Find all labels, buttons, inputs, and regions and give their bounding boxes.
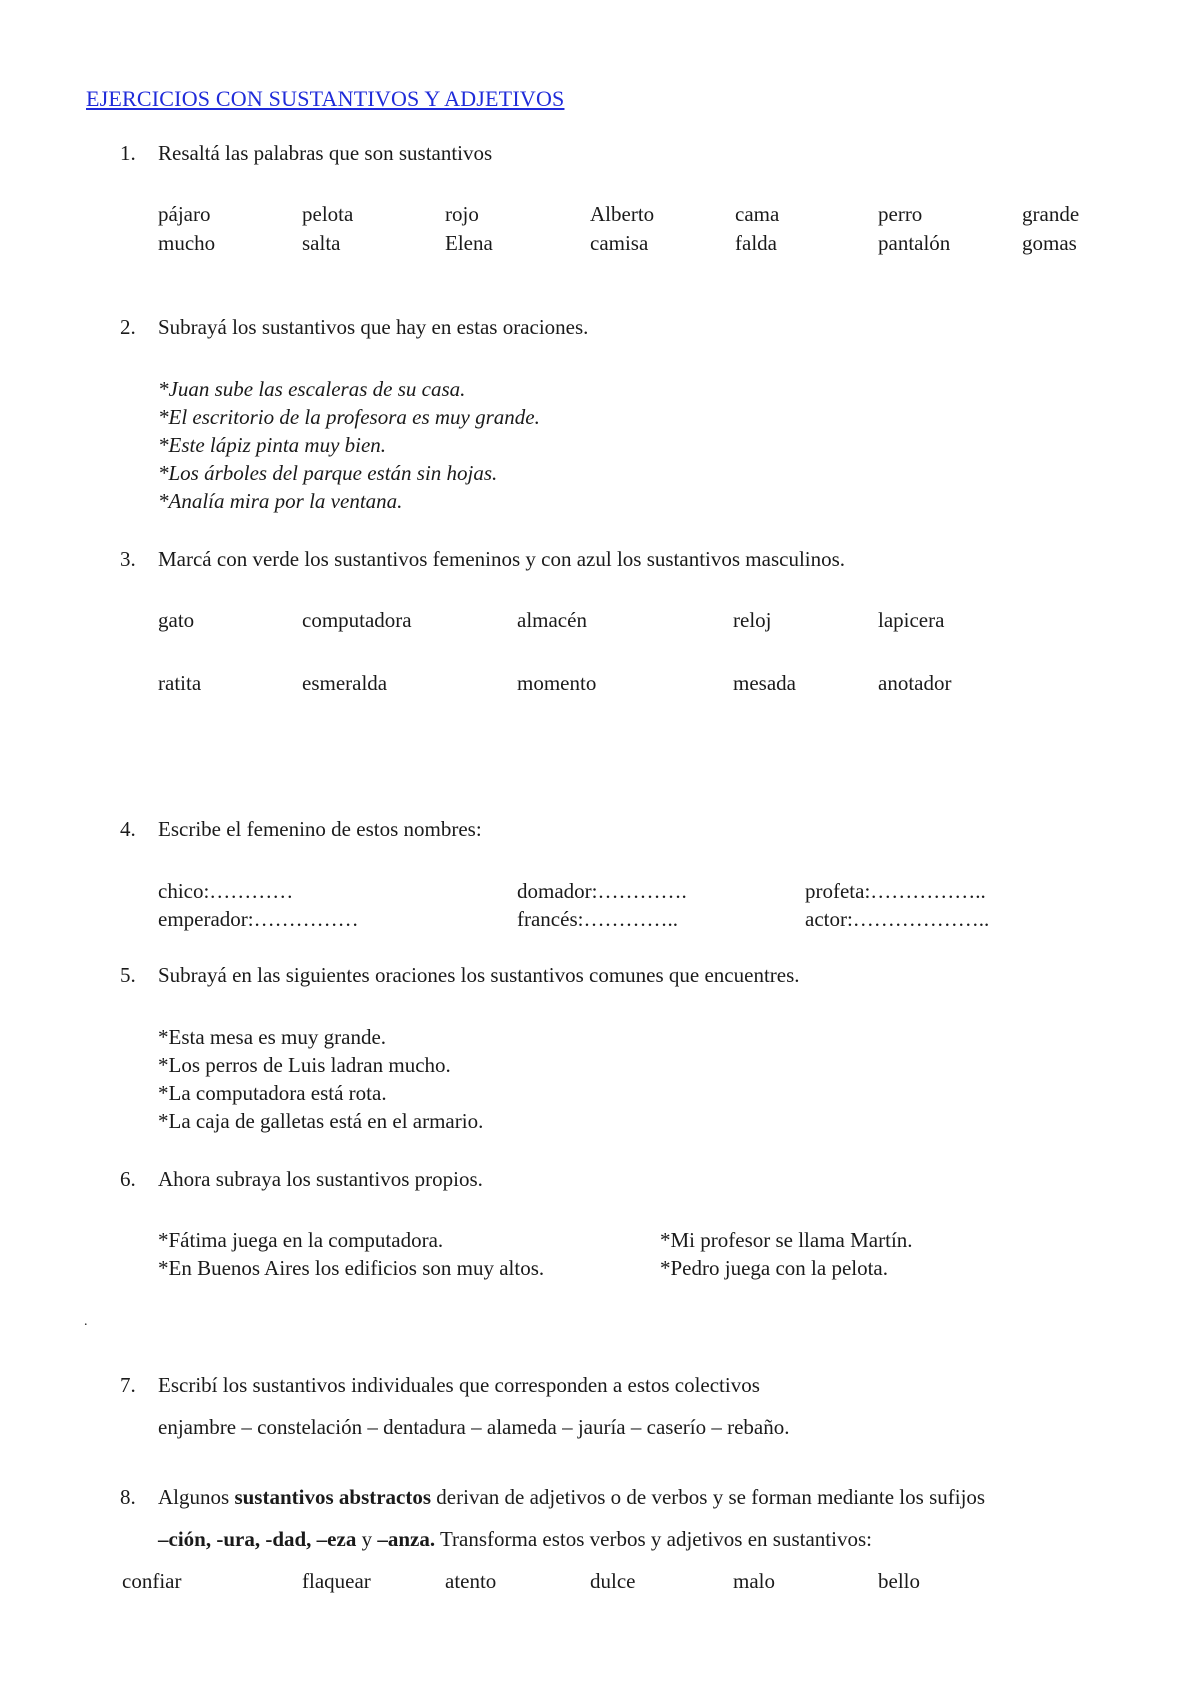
ex2-sentence: *Juan sube las escaleras de su casa.	[158, 377, 466, 401]
ex1-word: rojo	[445, 202, 479, 226]
ex2-sentence: *El escritorio de la profesora es muy grande.	[158, 405, 540, 429]
ex1-word: gomas	[1022, 231, 1077, 255]
ex6-sentence: *Pedro juega con la pelota.	[660, 1256, 889, 1280]
ex3-word: ratita	[158, 671, 202, 695]
ex8-word: confiar	[122, 1569, 182, 1593]
ex2-sentence: *Los árboles del parque están sin hojas.	[158, 461, 498, 485]
exercise-1-instruction: Resaltá las palabras que son sustantivos	[158, 141, 493, 165]
ex4-blank: emperador:……………	[158, 907, 359, 931]
exercise-4-instruction: Escribe el femenino de estos nombres:	[158, 817, 482, 841]
exercise-5-number: 5.	[120, 963, 136, 987]
ex1-word: Elena	[445, 231, 493, 255]
ex1-word: camisa	[590, 231, 649, 255]
ex1-word: falda	[735, 231, 777, 255]
ex2-sentence: *Analía mira por la ventana.	[158, 489, 403, 513]
ex1-word: salta	[302, 231, 341, 255]
exercise-1-number: 1.	[120, 141, 136, 165]
ex1-word: cama	[735, 202, 780, 226]
ex5-sentence: *La computadora está rota.	[158, 1081, 387, 1105]
ex8-word: dulce	[590, 1569, 636, 1593]
ex4-blank: chico:…………	[158, 879, 294, 903]
exercise-8-instruction-line2: –ción, -ura, -dad, –eza y –anza. Transforma estos verbos y adjetivos en sustantivos:	[158, 1527, 872, 1551]
ex4-blank: domador:………….	[517, 879, 687, 903]
ex1-word: Alberto	[590, 202, 655, 226]
exercise-7-number: 7.	[120, 1373, 136, 1397]
suffix-anza: –anza.	[377, 1527, 436, 1551]
ex3-word: esmeralda	[302, 671, 388, 695]
ex3-word: momento	[517, 671, 597, 695]
abstract-nouns-term: sustantivos abstractos	[234, 1485, 432, 1509]
ex5-sentence: *Los perros de Luis ladran mucho.	[158, 1053, 451, 1077]
ex1-word: perro	[878, 202, 923, 226]
ex6-sentence: *Mi profesor se llama Martín.	[660, 1228, 913, 1252]
exercise-4-number: 4.	[120, 817, 136, 841]
exercise-6-number: 6.	[120, 1167, 136, 1191]
ex7-collective-words: enjambre – constelación – dentadura – alameda – jauría – caserío – rebaño.	[158, 1415, 790, 1439]
ex8-word: flaquear	[302, 1569, 371, 1593]
ex6-sentence: *En Buenos Aires los edificios son muy altos.	[158, 1256, 545, 1280]
exercise-6-instruction: Ahora subraya los sustantivos propios.	[158, 1167, 483, 1191]
ex5-sentence: *La caja de galletas está en el armario.	[158, 1109, 484, 1133]
ex3-word: gato	[158, 608, 195, 632]
ex5-sentence: *Esta mesa es muy grande.	[158, 1025, 387, 1049]
exercise-3-number: 3.	[120, 547, 136, 571]
exercise-8-number: 8.	[120, 1485, 136, 1509]
page-title: EJERCICIOS CON SUSTANTIVOS Y ADJETIVOS	[86, 86, 565, 111]
ex3-word: reloj	[733, 608, 772, 632]
ex1-word: grande	[1022, 202, 1080, 226]
ex3-word: almacén	[517, 608, 587, 632]
ex2-sentence: *Este lápiz pinta muy bien.	[158, 433, 387, 457]
ex1-word: mucho	[158, 231, 216, 255]
exercise-8-instruction-line1: Algunos sustantivos abstractos derivan de adjetivos o de verbos y se forman mediante los sufijos	[158, 1485, 986, 1509]
ex4-blank: actor:………………..	[805, 907, 990, 931]
exercise-5-instruction: Subrayá en las siguientes oraciones los sustantivos comunes que encuentres.	[158, 963, 800, 987]
ex8-word: atento	[445, 1569, 497, 1593]
ex6-sentence: *Fátima juega en la computadora.	[158, 1228, 444, 1252]
exercise-2-number: 2.	[120, 315, 136, 339]
ex8-word: malo	[733, 1569, 775, 1593]
ex4-blank: profeta:……………..	[805, 879, 986, 903]
ex3-word: anotador	[878, 671, 952, 695]
suffixes-list: –ción, -ura, -dad, –eza	[158, 1527, 357, 1551]
ex1-word: pelota	[302, 202, 354, 226]
stray-dot: .	[84, 1314, 88, 1329]
ex3-word: lapicera	[878, 608, 945, 632]
ex8-word: bello	[878, 1569, 920, 1593]
ex3-word: mesada	[733, 671, 796, 695]
ex3-word: computadora	[302, 608, 412, 632]
ex1-word: pantalón	[878, 231, 951, 255]
exercise-3-instruction: Marcá con verde los sustantivos femeninos y con azul los sustantivos masculinos.	[158, 547, 846, 571]
ex1-word: pájaro	[158, 202, 211, 226]
exercise-7-instruction: Escribí los sustantivos individuales que corresponden a estos colectivos	[158, 1373, 760, 1397]
exercise-2-instruction: Subrayá los sustantivos que hay en estas oraciones.	[158, 315, 589, 339]
ex4-blank: francés:…………..	[517, 907, 678, 931]
